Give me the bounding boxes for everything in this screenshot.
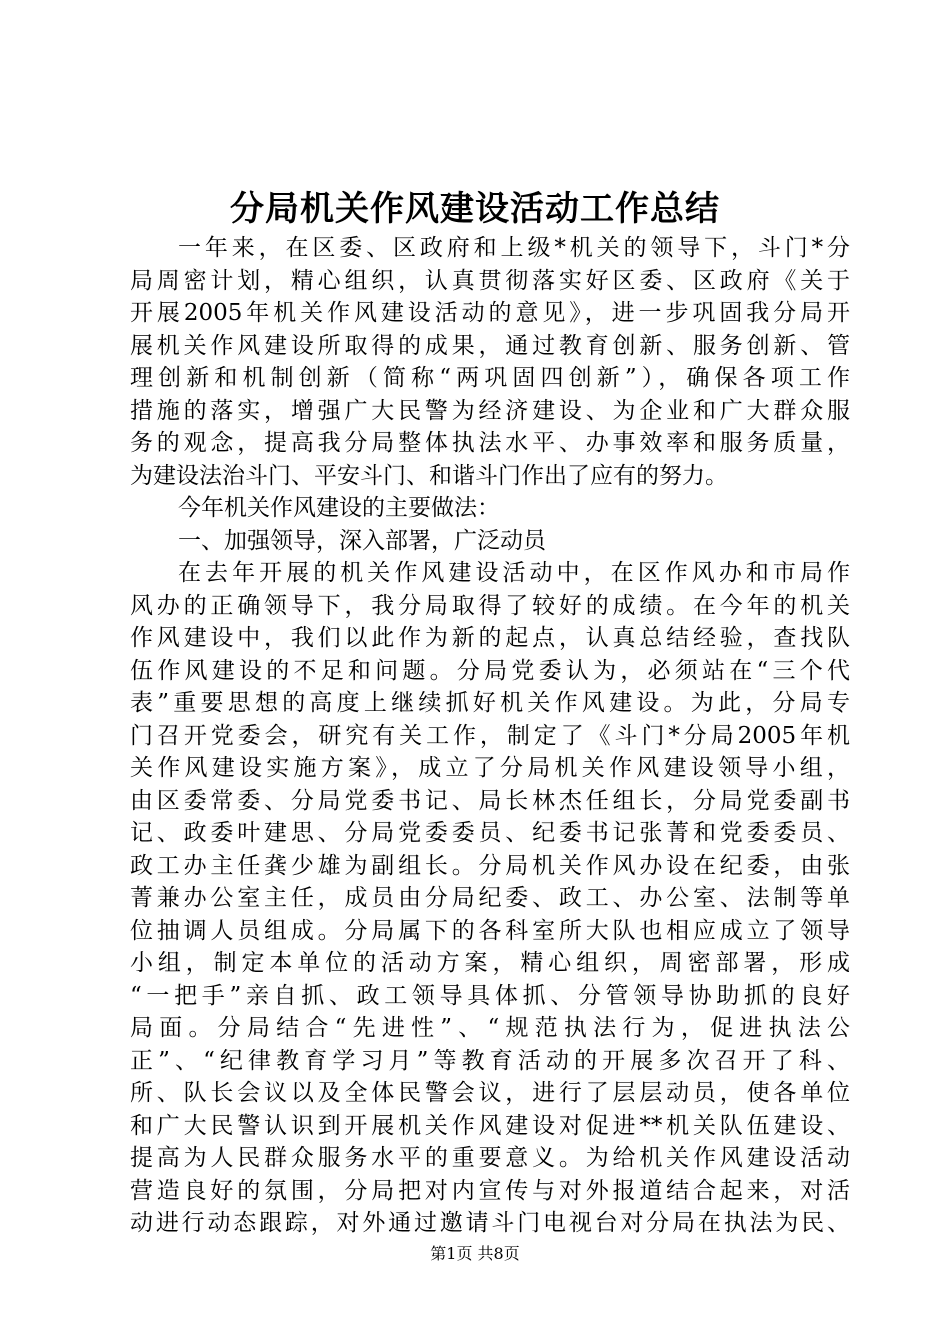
paragraph-line: 菁兼办公室主任，成员由分局纪委、政工、办公室、法制等单 xyxy=(130,885,850,911)
paragraph-line: 和广大民警认识到开展机关作风建设对促进**机关队伍建设、 xyxy=(130,1112,850,1139)
paragraph-line: 展机关作风建设所取得的成果，通过教育创新、服务创新、管 xyxy=(130,332,850,359)
paragraph-line: 小组，制定本单位的活动方案，精心组织，周密部署，形成 xyxy=(130,950,850,976)
paragraph-line: 务的观念，提高我分局整体执法水平、办事效率和服务质量， xyxy=(130,430,850,456)
paragraph-line: 开展2005年机关作风建设活动的意见》，进一步巩固我分局开 xyxy=(130,300,850,326)
section-heading: 一、加强领导，深入部署，广泛动员 xyxy=(178,527,546,554)
paragraph-line: 门召开党委会，研究有关工作，制定了《斗门*分局2005年机 xyxy=(130,722,850,749)
paragraph-line: 营造良好的氛围，分局把对内宣传与对外报道结合起来，对活 xyxy=(130,1177,850,1204)
paragraph-line: 关作风建设实施方案》，成立了分局机关作风建设领导小组， xyxy=(130,755,850,781)
page-footer: 第1页 共8页 xyxy=(430,1244,520,1263)
paragraph-line: 在去年开展的机关作风建设活动中，在区作风办和市局作 xyxy=(178,560,850,586)
paragraph-line: 伍作风建设的不足和问题。分局党委认为，必须站在“三个代 xyxy=(130,657,850,684)
paragraph-line: 理创新和机制创新（简称“两巩固四创新”），确保各项工作 xyxy=(130,365,850,391)
paragraph-line: 作风建设中，我们以此作为新的起点，认真总结经验，查找队 xyxy=(130,625,850,651)
paragraph-line: 记、政委叶建思、分局党委委员、纪委书记张菁和党委委员、 xyxy=(130,820,850,846)
section-intro: 今年机关作风建设的主要做法： xyxy=(178,495,500,521)
paragraph-line: 动进行动态跟踪，对外通过邀请斗门电视台对分局在执法为民、 xyxy=(130,1210,850,1236)
paragraph-line: 政工办主任龚少雄为副组长。分局机关作风办设在纪委，由张 xyxy=(130,852,850,879)
paragraph-line: 一年来，在区委、区政府和上级*机关的领导下，斗门*分 xyxy=(178,235,850,261)
paragraph-line: 位抽调人员组成。分局属下的各科室所大队也相应成立了领导 xyxy=(130,917,850,944)
paragraph-line: 措施的落实，增强广大民警为经济建设、为企业和广大群众服 xyxy=(130,397,850,424)
paragraph-line: “一把手”亲自抓、政工领导具体抓、分管领导协助抓的良好 xyxy=(130,982,850,1009)
paragraph-line: 表”重要思想的高度上继续抓好机关作风建设。为此，分局专 xyxy=(130,690,850,716)
document-body xyxy=(130,232,850,1240)
paragraph-line: 正”、“纪律教育学习月”等教育活动的开展多次召开了科、 xyxy=(130,1047,850,1074)
paragraph-line: 所、队长会议以及全体民警会议，进行了层层动员，使各单位 xyxy=(130,1080,850,1106)
paragraph-line: 提高为人民群众服务水平的重要意义。为给机关作风建设活动 xyxy=(130,1145,850,1171)
document-title: 分局机关作风建设活动工作总结 xyxy=(230,189,720,229)
paragraph-line: 为建设法治斗门、平安斗门、和谐斗门作出了应有的努力。 xyxy=(130,462,728,489)
paragraph-line: 局面。分局结合“先进性”、“规范执法行为，促进执法公 xyxy=(130,1015,850,1041)
paragraph-line: 由区委常委、分局党委书记、局长林杰任组长，分局党委副书 xyxy=(130,787,850,814)
paragraph-line: 局周密计划，精心组织，认真贯彻落实好区委、区政府《关于 xyxy=(130,267,850,294)
paragraph-line: 风办的正确领导下，我分局取得了较好的成绩。在今年的机关 xyxy=(130,592,850,619)
